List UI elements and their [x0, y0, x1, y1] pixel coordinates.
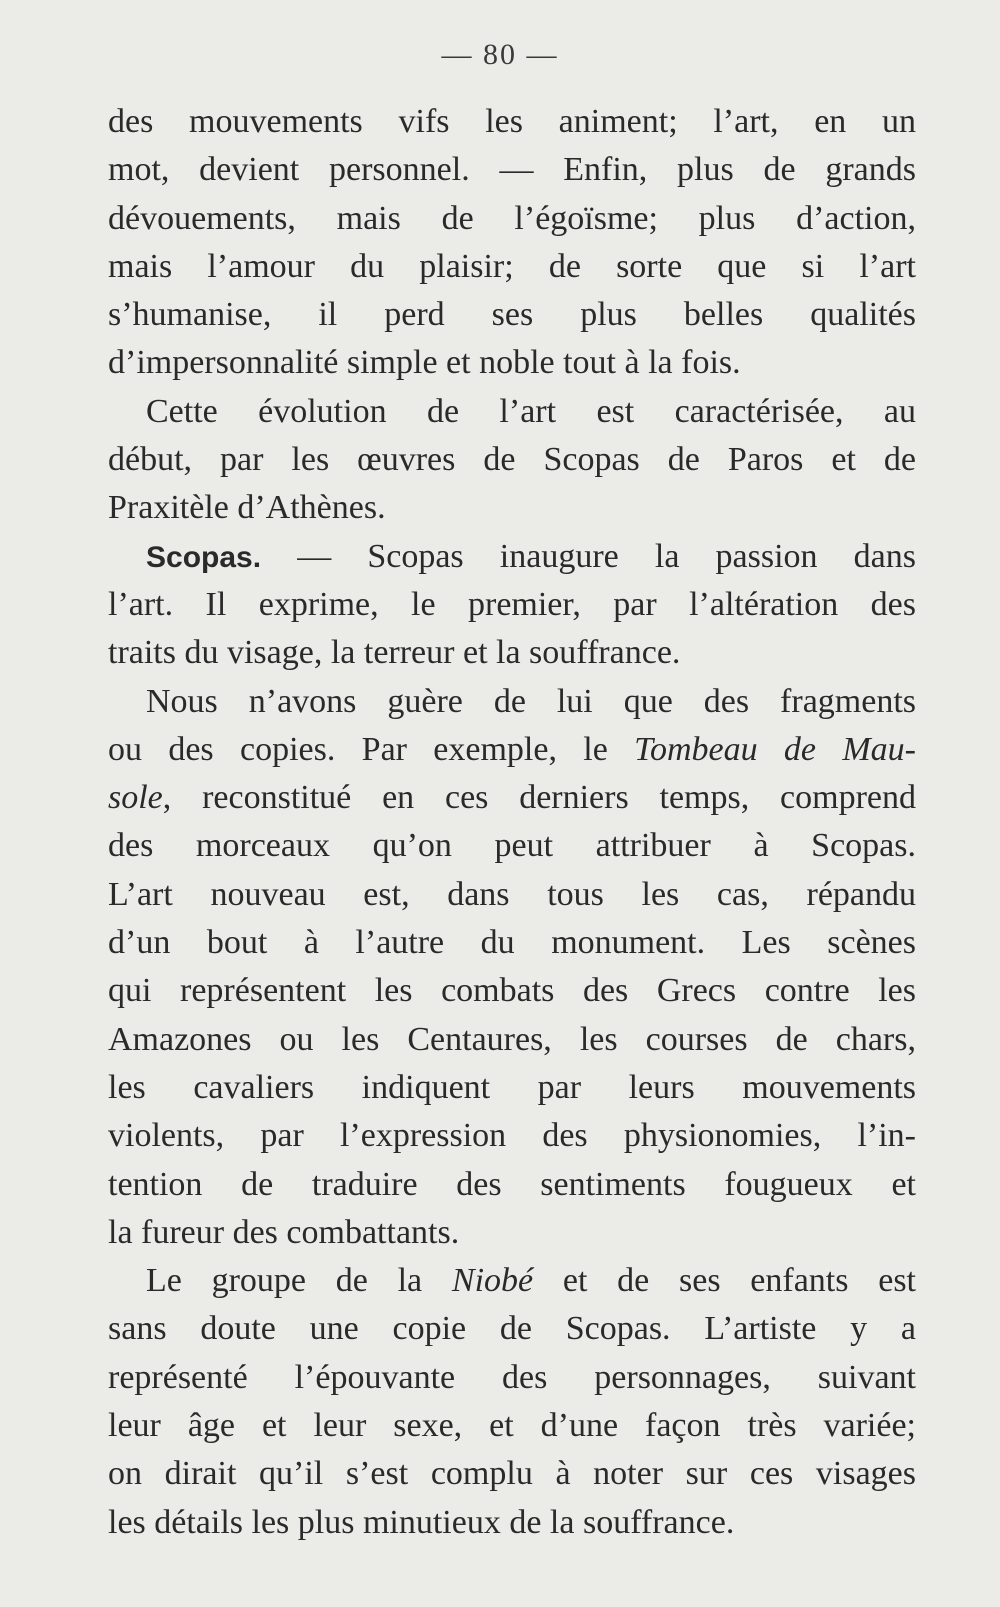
text-line: [108, 822, 916, 870]
text-segment: et de ses enfants est: [533, 1262, 916, 1300]
text-line: [108, 1161, 916, 1209]
text-segment: — Scopas inaugure la passion dans: [261, 537, 916, 575]
text-line: [108, 678, 916, 726]
text-line: [108, 339, 916, 387]
text-segment: représenté l’épouvante des personnages, suivant: [108, 1358, 916, 1396]
text-segment: tention de traduire des sentiments fougueux et: [108, 1165, 916, 1203]
text-segment: ou des copies. Par exemple, le: [108, 730, 635, 768]
text-line: [108, 146, 916, 194]
text-line: [108, 243, 916, 291]
text-line: [108, 774, 916, 822]
text-line: [108, 967, 916, 1015]
text-line: [108, 1257, 916, 1305]
text-segment: la fureur des combattants.: [108, 1213, 460, 1251]
text-line: [108, 195, 916, 243]
text-line: [108, 533, 916, 581]
italic-text: sole: [108, 779, 163, 817]
text-segment: traits du visage, la terreur et la souffrance.: [108, 634, 681, 672]
text-line: [108, 1305, 916, 1353]
text-segment: d’impersonnalité simple et noble tout à la fois.: [108, 344, 741, 382]
text-segment: leur âge et leur sexe, et d’une façon très variée;: [108, 1407, 916, 1445]
text-segment: violents, par l’expression des physionomies, l’in-: [108, 1117, 916, 1155]
text-line: [108, 1499, 916, 1547]
text-segment: qui représentent les combats des Grecs contre les: [108, 972, 916, 1010]
text-line: [108, 1064, 916, 1112]
text-line: [108, 1209, 916, 1257]
text-line: [108, 871, 916, 919]
text-line: [108, 726, 916, 774]
text-line: [108, 581, 916, 629]
text-line: [108, 1450, 916, 1498]
text-segment: s’humanise, il perd ses plus belles qualités: [108, 296, 916, 334]
page-number: — 80 —: [441, 38, 559, 71]
text-segment: dévouements, mais de l’égoïsme; plus d’action,: [108, 199, 916, 237]
text-segment: Nous n’avons guère de lui que des fragments: [146, 682, 916, 720]
italic-text: Tombeau de Mau-: [634, 730, 916, 768]
text-line: [108, 1016, 916, 1064]
text-segment: Praxitèle d’Athènes.: [108, 489, 386, 527]
text-segment: des morceaux qu’on peut attribuer à Scopas.: [108, 827, 916, 865]
text-line: [108, 291, 916, 339]
text-segment: des mouvements vifs les animent; l’art, en un: [108, 103, 916, 140]
text-line: [108, 388, 916, 436]
text-segment: l’art. Il exprime, le premier, par l’altération des: [108, 585, 916, 623]
text-line: [108, 1112, 916, 1160]
text-segment: L’art nouveau est, dans tous les cas, répandu: [108, 875, 916, 913]
text-line: [108, 98, 916, 146]
text-line: [108, 436, 916, 484]
text-segment: les détails les plus minutieux de la souffrance.: [108, 1503, 735, 1541]
text-segment: , reconstitué en ces derniers temps, comprend: [162, 779, 916, 817]
text-segment: début, par les œuvres de Scopas de Paros et de: [108, 441, 916, 479]
text-line: [108, 1354, 916, 1402]
text-segment: Le groupe de la: [146, 1262, 452, 1300]
text-segment: sans doute une copie de Scopas. L’artiste y a: [108, 1310, 916, 1348]
text-segment: mais l’amour du plaisir; de sorte que si l’art: [108, 247, 916, 285]
text-line: [108, 629, 916, 677]
text-line: [108, 484, 916, 532]
text-segment: on dirait qu’il s’est complu à noter sur ces visages: [108, 1455, 916, 1493]
text-segment: les cavaliers indiquent par leurs mouvements: [108, 1068, 916, 1106]
text-segment: mot, devient personnel. — Enfin, plus de grands: [108, 151, 916, 189]
section-heading: Scopas.: [146, 540, 262, 574]
text-line: [108, 919, 916, 967]
italic-text: Niobé: [451, 1262, 534, 1300]
body-text: [108, 98, 916, 1547]
text-segment: d’un bout à l’autre du monument. Les scènes: [108, 924, 916, 962]
text-segment: Cette évolution de l’art est caractérisée, au: [146, 392, 916, 430]
text-segment: Amazones ou les Centaures, les courses de chars,: [108, 1020, 916, 1058]
text-line: [108, 1402, 916, 1450]
